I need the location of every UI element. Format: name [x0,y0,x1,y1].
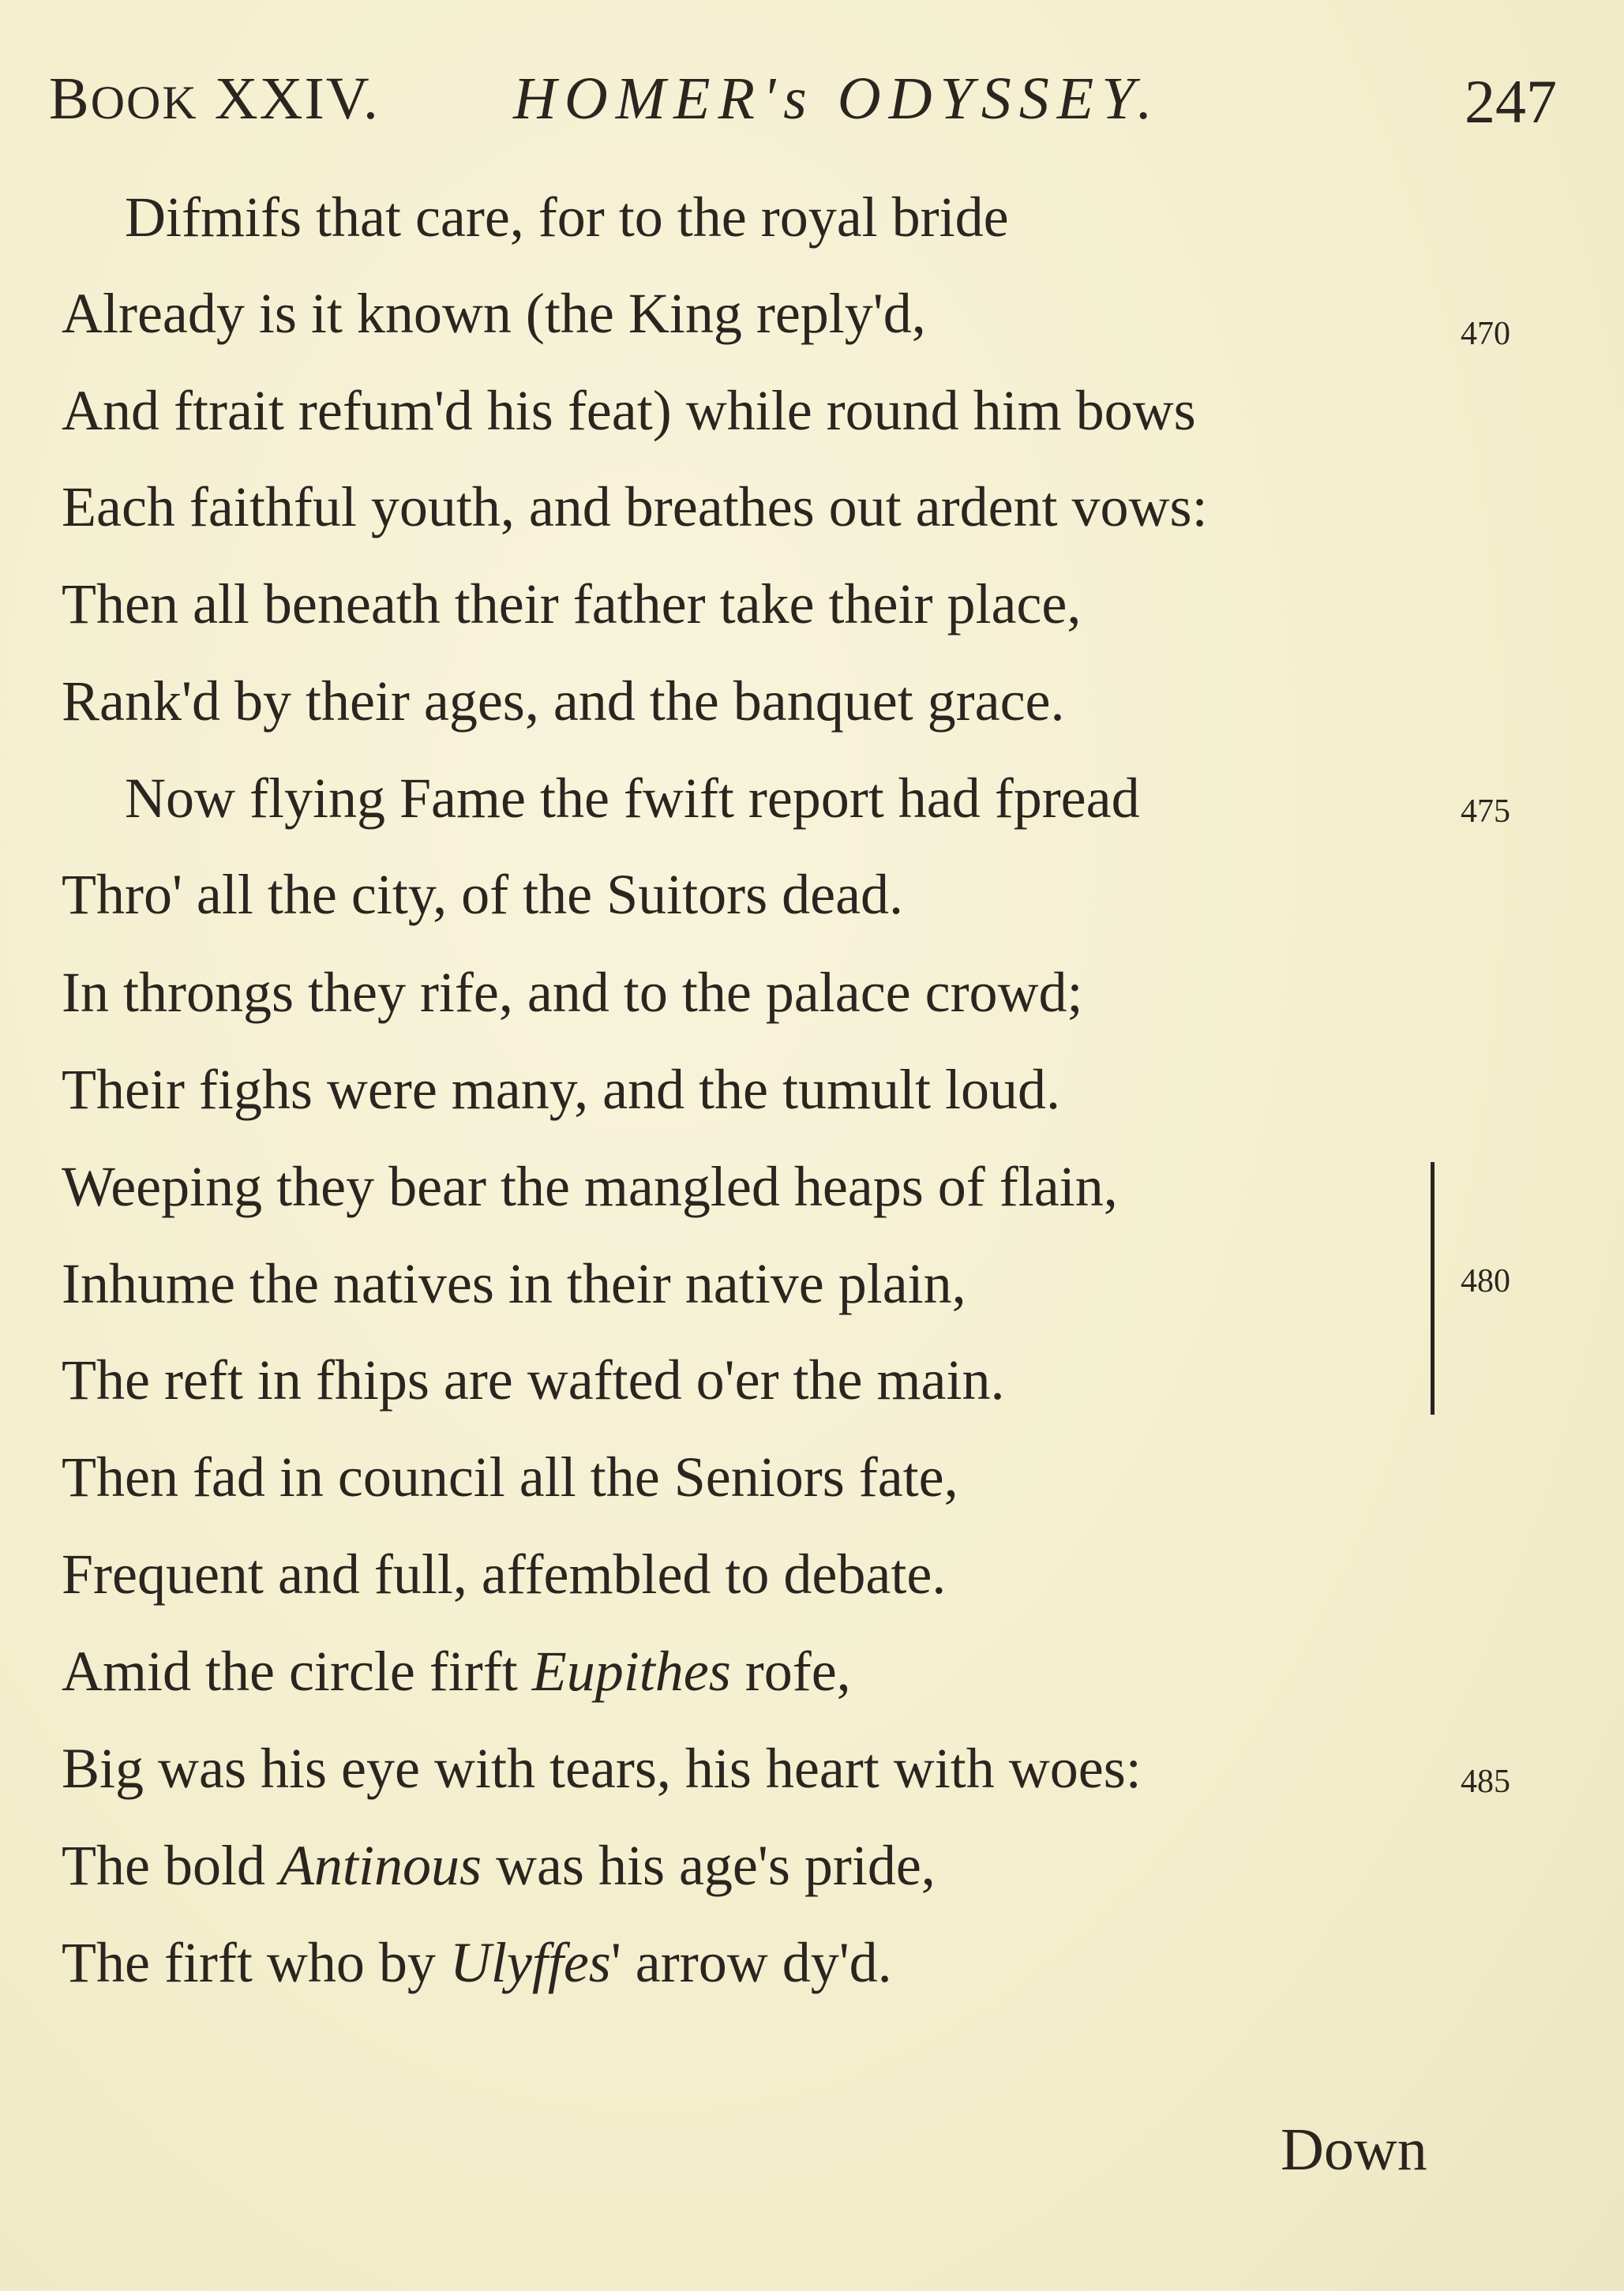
line-number: 485 [1461,1764,1510,1800]
verse-line: Frequent and full, affembled to debate. [62,1543,947,1606]
book-label [49,55,380,146]
verse-line: In throngs they rife, and to the palace crowd; [62,961,1083,1024]
verse-line: Difmifs that care, for to the royal bride [125,186,1009,249]
proper-name: Eupithes [531,1640,731,1703]
verse-line: Thro' all the city, of the Suitors dead. [62,863,904,926]
verse-line: Each faithful youth, and breathes out ardent vows: [62,475,1208,538]
book-label-initial: B [49,66,91,132]
verse-line: Then fad in council all the Seniors fate, [62,1445,958,1509]
verse-line: And ftrait refum'd his feat) while round him bows [62,379,1196,442]
running-title: HOMER's ODYSSEY. [513,66,1161,132]
verse-line: The bold Antinous was his age's pride, [62,1834,936,1897]
catchword: Down [1281,2117,1427,2183]
proper-name: Antinous [279,1834,482,1897]
page-number: 247 [1465,67,1557,136]
verse-line: The reft in fhips are wafted o'er the main. [62,1348,1005,1412]
verse-line: Inhume the natives in their native plain, [62,1252,966,1315]
line-number: 475 [1461,793,1510,830]
verse-line: Already is it known (the King reply'd, [62,282,926,345]
verse-line: Rank'd by their ages, and the banquet grace. [62,669,1065,733]
line-number: 470 [1461,316,1510,352]
verse-line: The firft who by Ulyffes' arrow dy'd. [62,1931,892,1994]
running-header [49,55,1565,142]
book-label-smallcaps: OOK [90,77,198,129]
verse-line: Weeping they bear the mangled heaps of flain, [62,1155,1118,1218]
verse-line: Their fighs were many, and the tumult loud. [62,1058,1061,1121]
verse-line: Then all beneath their father take their place, [62,572,1082,636]
verse-line: Big was his eye with tears, his heart with woes: [62,1737,1142,1800]
book-number: XXIV. [197,66,380,132]
verse-line: Now flying Fame the fwift report had fpread [125,767,1140,830]
triplet-brace [1431,1162,1454,1415]
proper-name: Ulyffes [449,1931,611,1994]
verse-line: Amid the circle firft Eupithes rofe, [62,1640,851,1703]
line-number: 480 [1461,1263,1510,1299]
